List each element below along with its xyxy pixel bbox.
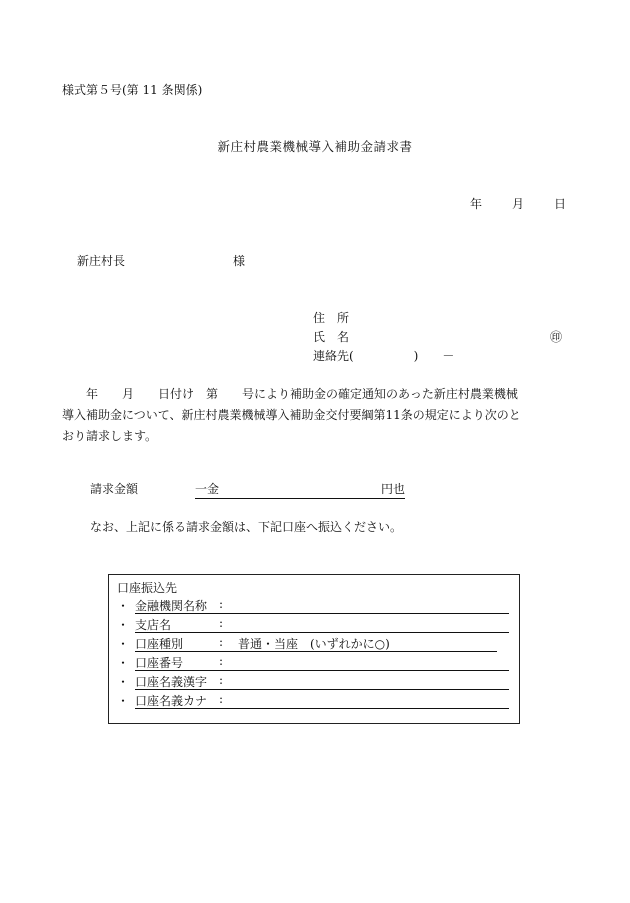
bullet-icon: ・ (117, 618, 130, 632)
holder-kanji-field[interactable] (135, 673, 509, 690)
bank-box-title: 口座振込先 (117, 581, 178, 595)
account-type-label: 口座種別 (135, 637, 184, 651)
body-line-1: 年 月 日付け 第 号により補助金の確定通知のあった新庄村農業機械 (62, 387, 518, 401)
body-line-2: 導入補助金について、新庄村農業機械導入補助金交付要綱第11条の規定により次のと (62, 408, 521, 422)
holder-kanji-colon: : (219, 673, 224, 687)
branch-field[interactable] (135, 616, 509, 633)
body-line-3: おり請求します。 (62, 429, 158, 443)
holder-kana-field[interactable] (135, 692, 509, 709)
bullet-icon: ・ (117, 675, 130, 689)
amount-field[interactable] (195, 480, 405, 499)
applicant-address-label: 住 所 (313, 311, 350, 325)
institution-colon: : (219, 597, 224, 611)
applicant-contact-label: 連絡先( ) － (313, 349, 455, 363)
addressee (77, 252, 245, 269)
bullet-icon: ・ (117, 694, 130, 708)
account-number-label: 口座番号 (135, 656, 184, 670)
bullet-icon: ・ (117, 656, 130, 670)
holder-kana-colon: : (219, 692, 224, 706)
institution-field[interactable] (135, 597, 509, 614)
date-year: 年 (469, 197, 482, 211)
date-row (470, 195, 566, 212)
branch-colon: : (219, 616, 224, 630)
seal-mark: ㊞ (550, 330, 563, 344)
date-month: 月 (511, 197, 524, 211)
bullet-icon: ・ (117, 637, 130, 651)
amount-prefix: 一金 (195, 482, 220, 496)
account-type-colon: : (219, 635, 224, 649)
addressee-honorific: 様 (233, 254, 246, 268)
form-number: 様式第５号(第 11 条関係) (62, 83, 203, 97)
document-title: 新庄村農業機械導入補助金請求書 (217, 139, 413, 154)
holder-kana-label: 口座名義カナ (135, 694, 208, 708)
amount-suffix: 円也 (380, 482, 405, 496)
institution-label: 金融機関名称 (135, 599, 208, 613)
applicant-block (313, 309, 454, 366)
account-type-value: 普通・当座 (いずれかに○) (238, 637, 390, 651)
holder-kanji-label: 口座名義漢字 (135, 675, 208, 689)
amount-row (90, 480, 405, 499)
date-day: 日 (553, 197, 566, 211)
addressee-name: 新庄村長 (77, 254, 126, 268)
branch-label: 支店名 (135, 618, 172, 632)
request-body (62, 384, 570, 447)
bullet-icon: ・ (117, 599, 130, 613)
applicant-name-label: 氏 名 (313, 330, 350, 344)
bank-transfer-box (108, 574, 520, 724)
account-number-field[interactable] (135, 654, 509, 671)
amount-label: 請求金額 (90, 482, 139, 496)
account-type-field[interactable] (135, 635, 497, 652)
transfer-notice: なお、上記に係る請求金額は、下記口座へ振込ください。 (90, 520, 403, 534)
account-number-colon: : (219, 654, 224, 668)
